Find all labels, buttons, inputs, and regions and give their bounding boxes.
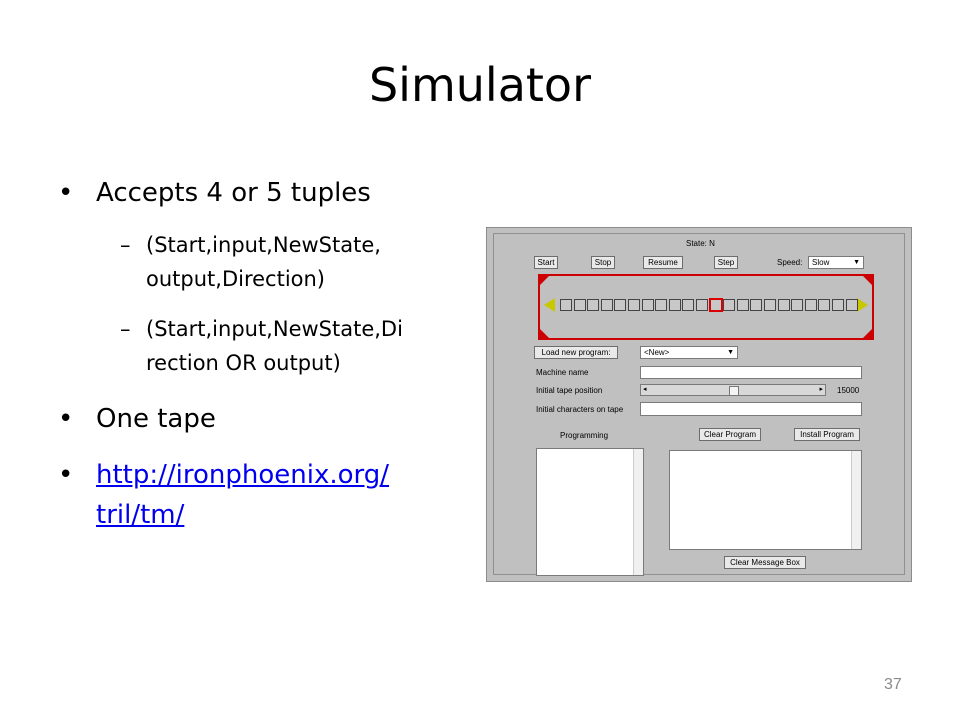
tape-cell [791,299,803,311]
slide-title: Simulator [368,58,591,112]
speed-select[interactable] [808,256,864,269]
tape-cell [587,299,599,311]
tape-panel [538,274,874,340]
programming-textarea[interactable] [536,448,644,576]
tape-cell [846,299,858,311]
tape-cell [818,299,830,311]
url-link-line2[interactable]: tril/tm/ [96,500,185,530]
tape-cell [750,299,762,311]
sub-bullet-text: output,Direction) [146,267,326,291]
tape-cell [628,299,640,311]
tape-cell [560,299,572,311]
bullet-dot: • [58,460,74,490]
applet-frame [493,233,905,575]
clear-program-button[interactable]: Clear Program [699,428,761,441]
scroll-right-icon[interactable]: ▸ [819,386,823,393]
install-program-button[interactable]: Install Program [794,428,860,441]
tape-cell [601,299,613,311]
dash-marker: – [120,233,131,257]
tape-cell [669,299,681,311]
initial-characters-field[interactable] [640,402,862,416]
tape-cell [574,299,586,311]
programming-label: Programming [560,431,609,440]
tape-cell [682,299,694,311]
programming-scrollbar[interactable] [633,449,643,575]
sub-bullet-text: rection OR output) [146,351,341,375]
dropdown-arrow-icon: ▼ [853,259,860,266]
sub-bullet-text: (Start,input,NewState,Di [146,317,403,341]
tape-cell-current [709,298,723,312]
tape-cell [655,299,667,311]
resume-button[interactable]: Resume [643,256,683,269]
sub-bullet-text: (Start,input,NewState, [146,233,381,257]
corner-icon [540,329,549,338]
load-program-button[interactable]: Load new program: [534,346,618,359]
scroll-thumb[interactable] [729,386,739,396]
tape-right-arrow-icon[interactable] [857,298,868,312]
page-number: 37 [884,676,902,693]
message-box[interactable] [669,450,862,550]
tape-cell [764,299,776,311]
simulator-screenshot [486,227,912,582]
message-scrollbar[interactable] [851,451,861,549]
start-button[interactable]: Start [534,256,558,269]
tape-position-scrollbar[interactable] [640,384,826,396]
stop-button[interactable]: Stop [591,256,615,269]
url-link-line1[interactable]: http://ironphoenix.org/ [96,460,390,490]
corner-icon [863,329,872,338]
state-label: State: N [686,239,715,248]
dropdown-arrow-icon: ▼ [727,349,734,356]
tape-cell [642,299,654,311]
scroll-left-icon[interactable]: ◂ [643,386,647,393]
corner-icon [540,276,549,285]
tape-cell [778,299,790,311]
step-button[interactable]: Step [714,256,738,269]
tape-cell [832,299,844,311]
machine-name-label: Machine name [536,368,589,377]
program-select-value: <New> [644,348,670,357]
initial-characters-label: Initial characters on tape [536,405,624,414]
speed-label: Speed: [777,258,803,267]
bullet-text: Accepts 4 or 5 tuples [96,178,371,208]
tape-cell [614,299,626,311]
tape-cell [737,299,749,311]
machine-name-field[interactable] [640,366,862,379]
tape-cell [805,299,817,311]
bullet-dot: • [58,404,74,434]
clear-message-box-button[interactable]: Clear Message Box [724,556,806,569]
tape-cell [723,299,735,311]
tape-position-value: 15000 [837,386,860,395]
tape-cell [696,299,708,311]
bullet-dot: • [58,178,74,208]
tape-position-label: Initial tape position [536,386,603,395]
bullet-text: One tape [96,404,216,434]
speed-value: Slow [812,258,830,267]
corner-icon [863,276,872,285]
tape-left-arrow-icon[interactable] [544,298,555,312]
dash-marker: – [120,317,131,341]
program-select[interactable] [640,346,738,359]
